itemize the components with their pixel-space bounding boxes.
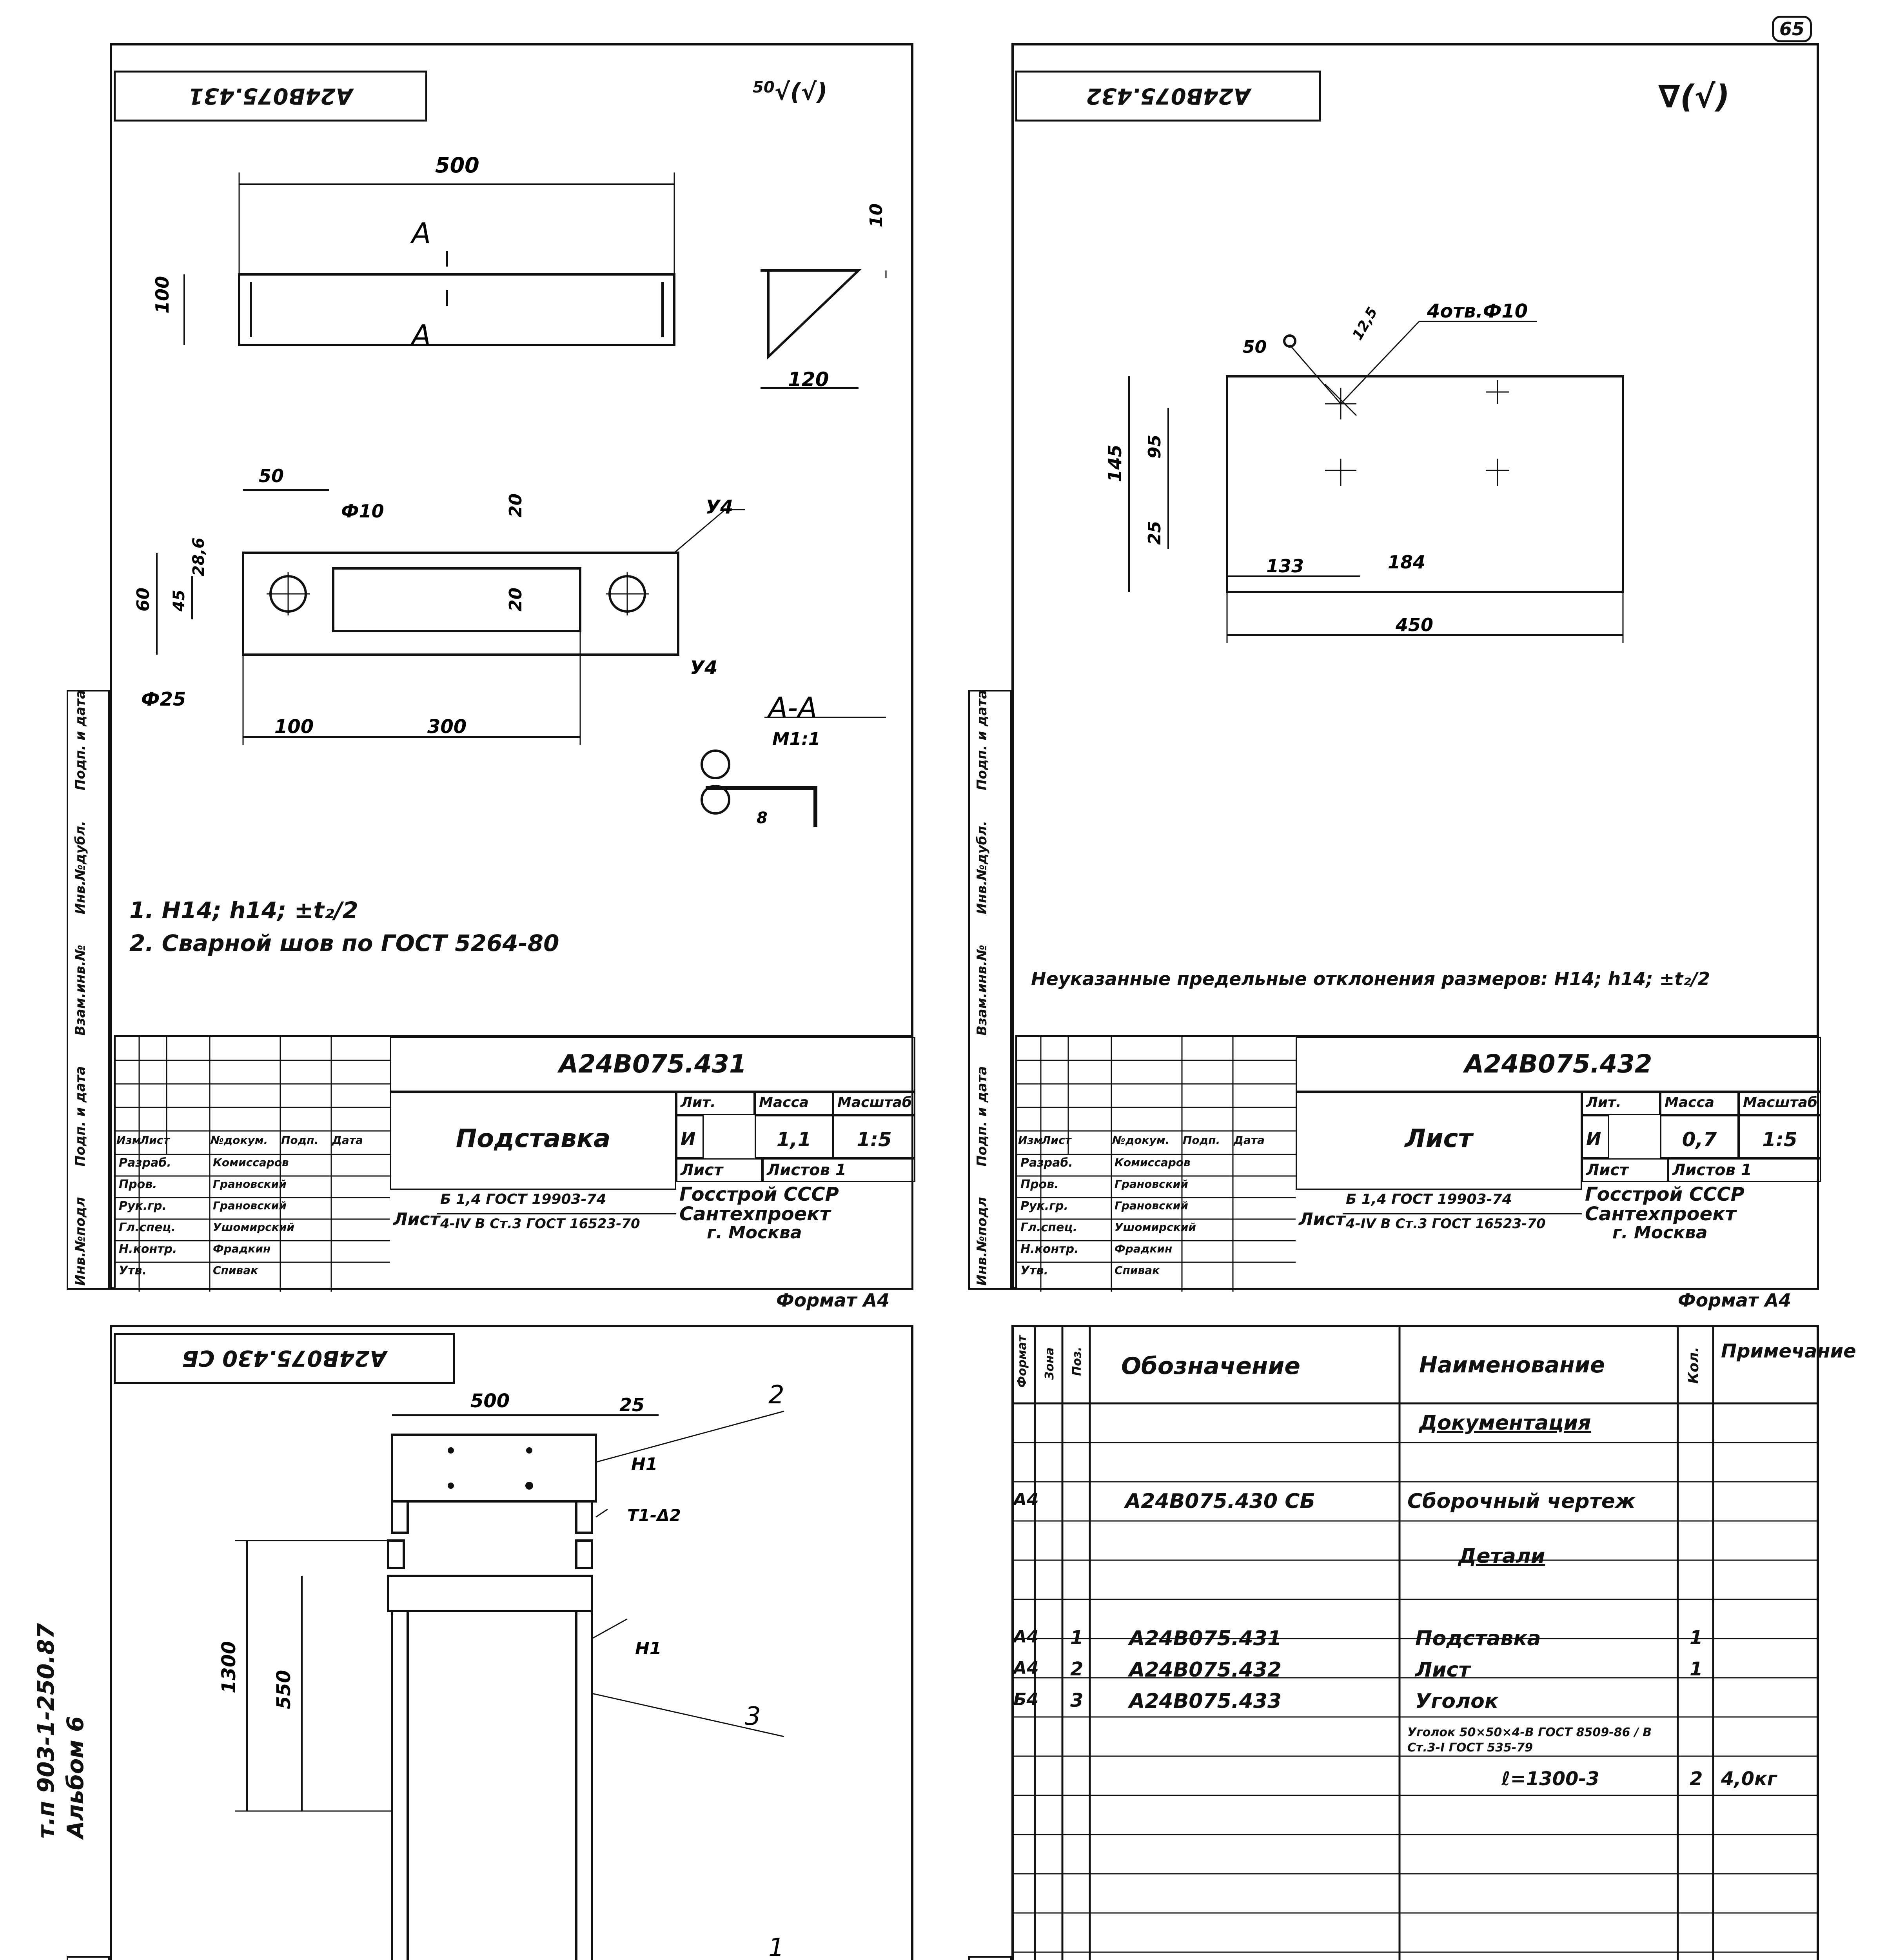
spec-row-code: А24В075.431 xyxy=(1129,1627,1282,1650)
tb432-mass-header: Масса xyxy=(1660,1092,1739,1115)
sheet-431-stamp: А24В075.431 xyxy=(114,71,427,122)
sign-name: Спивак xyxy=(1115,1264,1160,1277)
dim-550: 550 xyxy=(273,1670,295,1709)
weld-h1-bottom: Н1 xyxy=(635,1639,662,1659)
sign-name: Ушомирский xyxy=(213,1221,294,1234)
spec-row-note: 4,0кг xyxy=(1721,1768,1777,1790)
dim-1300: 1300 xyxy=(218,1641,240,1693)
dim-50: 50 xyxy=(259,465,284,486)
spec-row-name: Уголок xyxy=(1415,1690,1499,1713)
tb431-listov: Листов 1 xyxy=(762,1158,915,1182)
weld-y4-bottom: У4 xyxy=(690,657,718,679)
sign-role: Н.контр. xyxy=(1020,1242,1079,1256)
tb432-lit: И xyxy=(1582,1115,1609,1158)
tb432-scale: 1:5 xyxy=(1739,1115,1821,1158)
spec-row-code: А24В075.430 СБ xyxy=(1125,1490,1315,1513)
tb431-mass-header: Масса xyxy=(755,1092,833,1115)
tb432-h-podp: Подп. xyxy=(1183,1134,1220,1147)
tb432-name: Лист xyxy=(1296,1092,1582,1190)
tb432-org2: Сантехпроект xyxy=(1585,1203,1736,1225)
strip-label: Инв.№дубл. xyxy=(974,820,990,915)
spec-header-format: Формат xyxy=(1015,1335,1029,1388)
strip-label: Подп. и дата xyxy=(73,1066,88,1167)
dim-20-top: 20 xyxy=(506,493,526,517)
strip-label: Инв.№дубл. xyxy=(73,820,88,915)
tb432-material-label: Лист xyxy=(1299,1209,1345,1229)
side-strip-spec xyxy=(968,1956,1011,1960)
tb431-lit: И xyxy=(676,1115,704,1158)
spec-row-code: А24В075.432 xyxy=(1129,1658,1282,1682)
tb432-scale-header: Масштаб xyxy=(1739,1092,1821,1115)
dim-100-vertical: 100 xyxy=(152,276,173,314)
weld-y4-top: У4 xyxy=(706,496,733,518)
dim-r8: 8 xyxy=(757,809,768,827)
sign-role: Пров. xyxy=(119,1178,157,1191)
dim-12: 12,5 xyxy=(1349,305,1381,343)
sign-name: Грановский xyxy=(1115,1199,1188,1212)
sign-role: Рук.гр. xyxy=(119,1199,167,1213)
section-aa: A-A xyxy=(768,691,817,724)
dim-300: 300 xyxy=(427,716,467,738)
sign-name: Фрадкин xyxy=(1115,1242,1173,1255)
tb432-h-data: Дата xyxy=(1234,1134,1265,1147)
spec-row-material: Уголок 50×50×4-В ГОСТ 8509-86 / В Ст.3-I ГОСТ 535-79 xyxy=(1407,1726,1652,1755)
tb431-org3: г. Москва xyxy=(707,1223,802,1243)
sign-name: Фрадкин xyxy=(213,1242,271,1255)
format-431: Формат А4 xyxy=(776,1290,890,1311)
tb431-org2: Сантехпроект xyxy=(679,1203,831,1225)
tb432-listov: Листов 1 xyxy=(1668,1158,1821,1182)
tb432-h-list: Лист xyxy=(1042,1134,1071,1147)
section-a-bottom: A xyxy=(412,319,431,352)
tb432-mass: 0,7 xyxy=(1660,1115,1739,1158)
sign-role: Гл.спец. xyxy=(1020,1221,1077,1234)
tb432-org1: Госстрой СССР xyxy=(1585,1183,1744,1205)
spec-row-name: Документация xyxy=(1419,1411,1591,1435)
dim-145: 145 xyxy=(1104,444,1125,482)
spec-header-code: Обозначение xyxy=(1121,1352,1301,1380)
tb432-material-top: Б 1,4 ГОСТ 19903-74 xyxy=(1346,1191,1512,1207)
weld-t1: Т1-Δ2 xyxy=(627,1506,681,1525)
dim-100: 100 xyxy=(274,716,314,738)
note-431-1: 1. H14; h14; ±t₂/2 xyxy=(129,897,358,924)
tb432-org3: г. Москва xyxy=(1612,1223,1708,1243)
spec-header-pos: Поз. xyxy=(1070,1347,1084,1376)
spec-header-zone: Зона xyxy=(1043,1347,1056,1380)
album-label-line1: т.п 903-1-250.87 xyxy=(33,1623,59,1838)
sign-name: Грановский xyxy=(213,1178,287,1191)
sheet-430sb-stamp: А24В075.430 СБ xyxy=(114,1333,455,1384)
dim-500: 500 xyxy=(435,153,479,178)
tb431-material-top: Б 1,4 ГОСТ 19903-74 xyxy=(440,1191,606,1207)
dim-28: 28,6 xyxy=(190,537,208,576)
tb431-scale: 1:5 xyxy=(833,1115,915,1158)
roughness-value: 50 xyxy=(753,78,775,96)
spec-row-name: ℓ=1300-3 xyxy=(1501,1768,1599,1790)
strip-label: Инв.№подл xyxy=(73,1197,88,1286)
spec-header-qty: Кол. xyxy=(1686,1347,1702,1384)
sign-role: Разраб. xyxy=(1020,1156,1073,1170)
sign-role: Гл.спец. xyxy=(119,1221,176,1234)
sign-role: Разраб. xyxy=(119,1156,171,1170)
format-432: Формат А4 xyxy=(1678,1290,1792,1311)
strip-label: Подп. и дата xyxy=(73,690,88,791)
tb431-h-podp: Подп. xyxy=(281,1134,319,1147)
dim-133: 133 xyxy=(1266,555,1304,577)
position-1: 1 xyxy=(768,1933,784,1960)
strip-label: Взам.инв.№ xyxy=(73,945,88,1036)
tb431-org1: Госстрой СССР xyxy=(679,1183,839,1205)
position-2: 2 xyxy=(768,1381,784,1410)
page-number: 65 xyxy=(1772,16,1812,42)
side-strip-430sb xyxy=(67,1956,110,1960)
spec-row-name: Подставка xyxy=(1415,1627,1541,1650)
tb431-material-bottom: 4-IV В Ст.3 ГОСТ 16523-70 xyxy=(437,1213,676,1237)
spec-header-note: Примечание xyxy=(1721,1340,1856,1362)
sign-name: Комиссаров xyxy=(213,1156,289,1169)
spec-row-pos: 3 xyxy=(1070,1690,1084,1711)
tb431-scale-header: Масштаб xyxy=(833,1092,915,1115)
spec-row-pos: 1 xyxy=(1070,1627,1084,1649)
sign-role: Утв. xyxy=(119,1264,147,1278)
tb432-material-bottom: 4-IV В Ст.3 ГОСТ 16523-70 xyxy=(1343,1213,1582,1237)
dim-120: 120 xyxy=(788,368,829,391)
tb432-lit-header: Лит. xyxy=(1582,1092,1660,1115)
spec-table xyxy=(1011,1325,1856,1960)
sign-role: Н.контр. xyxy=(119,1242,177,1256)
tb431-h-data: Дата xyxy=(332,1134,363,1147)
spec-row-fmt: А4 xyxy=(1013,1490,1039,1510)
spec-row-name: Лист xyxy=(1415,1658,1470,1682)
strip-label: Подп. и дата xyxy=(974,690,990,791)
dim-450: 450 xyxy=(1396,614,1434,635)
dim-60: 60 xyxy=(133,587,153,612)
spec-row-fmt: Б4 xyxy=(1013,1690,1039,1710)
dim-95: 95 xyxy=(1145,434,1165,459)
tb432-h-izm: Изм xyxy=(1018,1134,1043,1147)
tb431-list: Лист xyxy=(676,1158,762,1182)
position-3: 3 xyxy=(745,1702,761,1731)
tb431-lit-header: Лит. xyxy=(676,1092,755,1115)
weld-h1-top: Н1 xyxy=(631,1454,658,1474)
dim-4-holes: 4отв.Ф10 xyxy=(1427,300,1528,322)
tb431-h-doc: №докум. xyxy=(211,1134,268,1147)
tb432-h-doc: №докум. xyxy=(1112,1134,1170,1147)
dim-hole-10: Ф10 xyxy=(341,501,384,522)
section-scale: М1:1 xyxy=(772,729,821,749)
spec-row-fmt: А4 xyxy=(1013,1627,1039,1647)
spec-row-qty: 1 xyxy=(1690,1627,1703,1649)
album-label-line2: Альбом 6 xyxy=(62,1716,89,1838)
spec-row-name: Сборочный чертеж xyxy=(1407,1490,1636,1513)
sign-role: Рук.гр. xyxy=(1020,1199,1068,1213)
tb431-h-list: Лист xyxy=(140,1134,170,1147)
tb431-h-izm: Изм xyxy=(116,1134,141,1147)
dim-20-mid: 20 xyxy=(506,587,526,612)
note-432: Неуказанные предельные отклонения размеров: H14; h14; ±t₂/2 xyxy=(1031,968,1710,989)
dim-184: 184 xyxy=(1388,552,1426,573)
spec-row-qty: 2 xyxy=(1690,1768,1703,1790)
dim-500: 500 xyxy=(470,1390,510,1412)
dim-10: 10 xyxy=(866,203,886,227)
tb432-code: А24В075.432 xyxy=(1296,1037,1821,1092)
sign-name: Грановский xyxy=(213,1199,287,1212)
tb431-name: Подставка xyxy=(390,1092,676,1190)
spec-header-name: Наименование xyxy=(1419,1352,1605,1378)
tb431-material-label: Лист xyxy=(393,1209,440,1229)
spec-row-name: Детали xyxy=(1458,1544,1545,1568)
sign-name: Ушомирский xyxy=(1115,1221,1196,1234)
strip-label: Подп. и дата xyxy=(974,1066,990,1167)
sign-role: Пров. xyxy=(1020,1178,1059,1191)
tb432-list: Лист xyxy=(1582,1158,1668,1182)
tb431-mass: 1,1 xyxy=(755,1115,833,1158)
sign-name: Спивак xyxy=(213,1264,258,1277)
tb431-code: А24В075.431 xyxy=(390,1037,915,1092)
sign-name: Грановский xyxy=(1115,1178,1188,1191)
spec-row-qty: 1 xyxy=(1690,1658,1703,1680)
sign-name: Комиссаров xyxy=(1115,1156,1191,1169)
dim-45: 45 xyxy=(170,590,188,612)
check-icon: ∇(√) xyxy=(1658,78,1730,115)
dim-hole-25: Ф25 xyxy=(141,688,186,710)
note-431-2: 2. Сварной шов по ГОСТ 5264-80 xyxy=(129,930,559,957)
dim-25: 25 xyxy=(1145,521,1165,545)
spec-row-fmt: А4 xyxy=(1013,1658,1039,1678)
spec-row-pos: 2 xyxy=(1070,1658,1084,1680)
dim-25: 25 xyxy=(619,1394,645,1416)
dim-r50: 50 xyxy=(1243,337,1267,357)
strip-label: Инв.№подл xyxy=(974,1197,990,1286)
section-a-top: A xyxy=(412,217,431,250)
check-icon: √(√) xyxy=(774,78,828,106)
sheet-432-stamp: А24В075.432 xyxy=(1015,71,1321,122)
sign-role: Утв. xyxy=(1020,1264,1048,1278)
spec-row-code: А24В075.433 xyxy=(1129,1690,1282,1713)
strip-label: Взам.инв.№ xyxy=(974,945,990,1036)
